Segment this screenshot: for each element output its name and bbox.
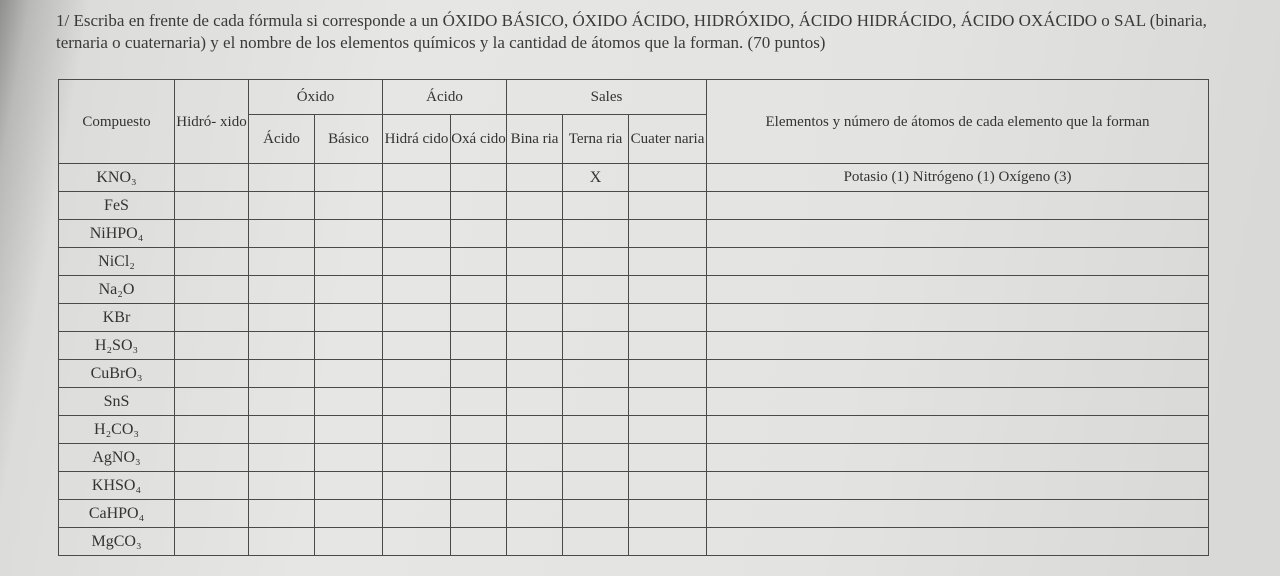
cell-hidracido[interactable] <box>383 388 451 416</box>
table-row <box>59 360 1209 388</box>
cell-binaria[interactable] <box>507 528 563 556</box>
header-oxido: Óxido <box>249 80 383 115</box>
cell-ternaria[interactable] <box>563 500 629 528</box>
cell-oxacido[interactable] <box>451 416 507 444</box>
cell-binaria[interactable] <box>507 220 563 248</box>
cell-binaria[interactable] <box>507 444 563 472</box>
cell-hidracido[interactable] <box>383 472 451 500</box>
compound-formula: MgCO₃ <box>59 528 175 556</box>
cell-hidroxido[interactable] <box>175 528 249 556</box>
cell-ternaria[interactable] <box>563 192 629 220</box>
cell-oxido-acido[interactable] <box>249 360 315 388</box>
cell-oxido-acido[interactable] <box>249 332 315 360</box>
cell-hidracido[interactable] <box>383 500 451 528</box>
header-elementos: Elementos y número de átomos de cada elemento que la forman <box>707 80 1209 164</box>
cell-hidracido[interactable] <box>383 304 451 332</box>
classification-table <box>58 79 1209 556</box>
cell-oxacido[interactable] <box>451 444 507 472</box>
cell-hidroxido[interactable] <box>175 472 249 500</box>
cell-binaria[interactable] <box>507 360 563 388</box>
table-row <box>59 332 1209 360</box>
table-row <box>59 192 1209 220</box>
cell-oxido-basico[interactable] <box>315 472 383 500</box>
header-ternaria: Terna ria <box>563 115 629 164</box>
cell-ternaria[interactable] <box>563 332 629 360</box>
cell-binaria[interactable] <box>507 304 563 332</box>
cell-ternaria[interactable]: X <box>563 164 629 192</box>
cell-oxido-acido[interactable] <box>249 276 315 304</box>
cell-cuaternaria[interactable] <box>629 192 707 220</box>
cell-cuaternaria[interactable] <box>629 304 707 332</box>
cell-hidracido[interactable] <box>383 332 451 360</box>
cell-oxido-acido[interactable] <box>249 192 315 220</box>
cell-oxido-basico[interactable] <box>315 416 383 444</box>
cell-cuaternaria[interactable] <box>629 416 707 444</box>
cell-elementos[interactable] <box>707 472 1209 500</box>
cell-hidroxido[interactable] <box>175 388 249 416</box>
table-row <box>59 388 1209 416</box>
cell-binaria[interactable] <box>507 276 563 304</box>
cell-binaria[interactable] <box>507 332 563 360</box>
compound-formula: NiCl₂ <box>59 248 175 276</box>
table-body <box>59 164 1209 556</box>
table-row <box>59 164 1209 192</box>
cell-hidracido[interactable] <box>383 528 451 556</box>
cell-oxido-acido[interactable] <box>249 500 315 528</box>
cell-oxacido[interactable] <box>451 332 507 360</box>
compound-formula: KHSO₄ <box>59 472 175 500</box>
cell-hidracido[interactable] <box>383 444 451 472</box>
cell-oxido-acido[interactable] <box>249 248 315 276</box>
cell-hidroxido[interactable] <box>175 192 249 220</box>
cell-oxido-basico[interactable] <box>315 276 383 304</box>
cell-cuaternaria[interactable] <box>629 444 707 472</box>
cell-cuaternaria[interactable] <box>629 332 707 360</box>
cell-oxido-basico[interactable] <box>315 304 383 332</box>
cell-oxido-basico[interactable] <box>315 360 383 388</box>
compound-formula: AgNO₃ <box>59 444 175 472</box>
cell-hidracido[interactable] <box>383 360 451 388</box>
cell-oxacido[interactable] <box>451 304 507 332</box>
cell-elementos[interactable] <box>707 304 1209 332</box>
table-row <box>59 248 1209 276</box>
cell-binaria[interactable] <box>507 472 563 500</box>
cell-oxacido[interactable] <box>451 248 507 276</box>
table-row <box>59 220 1209 248</box>
header-cuaternaria: Cuater naria <box>629 115 707 164</box>
cell-oxacido[interactable] <box>451 500 507 528</box>
cell-hidracido[interactable] <box>383 248 451 276</box>
header-acido: Ácido <box>383 80 507 115</box>
cell-oxido-basico[interactable] <box>315 220 383 248</box>
cell-elementos[interactable] <box>707 220 1209 248</box>
cell-hidracido[interactable] <box>383 276 451 304</box>
cell-binaria[interactable] <box>507 500 563 528</box>
header-oxido-acido: Ácido <box>249 115 315 164</box>
cell-hidroxido[interactable] <box>175 332 249 360</box>
compound-formula: KBr <box>59 304 175 332</box>
cell-hidroxido[interactable] <box>175 248 249 276</box>
cell-oxacido[interactable] <box>451 192 507 220</box>
cell-hidroxido[interactable] <box>175 304 249 332</box>
cell-cuaternaria[interactable] <box>629 276 707 304</box>
cell-hidroxido[interactable] <box>175 360 249 388</box>
cell-cuaternaria[interactable] <box>629 220 707 248</box>
cell-oxido-basico[interactable] <box>315 528 383 556</box>
cell-oxacido[interactable] <box>451 528 507 556</box>
header-row-groups <box>59 80 1209 115</box>
table-row <box>59 472 1209 500</box>
cell-elementos[interactable] <box>707 276 1209 304</box>
cell-hidracido[interactable] <box>383 164 451 192</box>
compound-formula: KNO₃ <box>59 164 175 192</box>
cell-hidroxido[interactable] <box>175 164 249 192</box>
cell-ternaria[interactable] <box>563 388 629 416</box>
compound-formula: H₂CO₃ <box>59 416 175 444</box>
cell-binaria[interactable] <box>507 164 563 192</box>
cell-hidroxido[interactable] <box>175 500 249 528</box>
cell-cuaternaria[interactable] <box>629 500 707 528</box>
cell-cuaternaria[interactable] <box>629 528 707 556</box>
cell-oxido-acido[interactable] <box>249 220 315 248</box>
table-row <box>59 528 1209 556</box>
compound-formula: H₂SO₃ <box>59 332 175 360</box>
table-row <box>59 444 1209 472</box>
table-row <box>59 304 1209 332</box>
cell-oxido-basico[interactable] <box>315 248 383 276</box>
cell-ternaria[interactable] <box>563 528 629 556</box>
cell-elementos[interactable] <box>707 192 1209 220</box>
header-binaria: Bina ria <box>507 115 563 164</box>
header-sales: Sales <box>507 80 707 115</box>
cell-hidracido[interactable] <box>383 220 451 248</box>
cell-elementos[interactable] <box>707 528 1209 556</box>
cell-oxido-acido[interactable] <box>249 388 315 416</box>
cell-oxido-basico[interactable] <box>315 164 383 192</box>
compound-formula: FeS <box>59 192 175 220</box>
compound-formula: SnS <box>59 388 175 416</box>
cell-cuaternaria[interactable] <box>629 472 707 500</box>
cell-oxido-acido[interactable] <box>249 164 315 192</box>
cell-ternaria[interactable] <box>563 416 629 444</box>
cell-cuaternaria[interactable] <box>629 164 707 192</box>
cell-cuaternaria[interactable] <box>629 388 707 416</box>
exercise-instructions: 1/ Escriba en frente de cada fórmula si corresponde a un ÓXIDO BÁSICO, ÓXIDO ÁCIDO, HIDRÓXIDO, ÁCIDO HIDRÁCIDO, ÁCIDO OXÁCIDO o SAL (binaria, ternaria o cuaternaria) y el nombre de los elementos químicos y la cantidad de átomos que la forman. (70 puntos) <box>56 11 1207 52</box>
header-hidracido: Hidrá cido <box>383 115 451 164</box>
cell-oxido-basico[interactable] <box>315 388 383 416</box>
compound-formula: Na₂O <box>59 276 175 304</box>
classification-table-wrapper <box>58 79 1208 556</box>
compound-formula: NiHPO₄ <box>59 220 175 248</box>
cell-hidroxido[interactable] <box>175 444 249 472</box>
table-row <box>59 276 1209 304</box>
cell-ternaria[interactable] <box>563 276 629 304</box>
table-row <box>59 500 1209 528</box>
cell-oxido-acido[interactable] <box>249 528 315 556</box>
cell-cuaternaria[interactable] <box>629 360 707 388</box>
cell-ternaria[interactable] <box>563 444 629 472</box>
cell-oxido-acido[interactable] <box>249 444 315 472</box>
cell-elementos[interactable]: Potasio (1) Nitrógeno (1) Oxígeno (3) <box>707 164 1209 192</box>
cell-oxido-acido[interactable] <box>249 472 315 500</box>
cell-ternaria[interactable] <box>563 360 629 388</box>
cell-ternaria[interactable] <box>563 220 629 248</box>
cell-oxido-basico[interactable] <box>315 192 383 220</box>
cell-binaria[interactable] <box>507 416 563 444</box>
cell-binaria[interactable] <box>507 248 563 276</box>
cell-hidroxido[interactable] <box>175 276 249 304</box>
cell-elementos[interactable] <box>707 500 1209 528</box>
cell-hidracido[interactable] <box>383 192 451 220</box>
cell-oxacido[interactable] <box>451 388 507 416</box>
cell-oxacido[interactable] <box>451 360 507 388</box>
cell-binaria[interactable] <box>507 388 563 416</box>
header-oxido-basico: Básico <box>315 115 383 164</box>
cell-cuaternaria[interactable] <box>629 248 707 276</box>
cell-binaria[interactable] <box>507 192 563 220</box>
compound-formula: CuBrO₃ <box>59 360 175 388</box>
cell-elementos[interactable] <box>707 332 1209 360</box>
compound-formula: CaHPO₄ <box>59 500 175 528</box>
cell-elementos[interactable] <box>707 416 1209 444</box>
cell-hidroxido[interactable] <box>175 220 249 248</box>
cell-oxacido[interactable] <box>451 164 507 192</box>
cell-ternaria[interactable] <box>563 472 629 500</box>
header-compuesto: Compuesto <box>59 80 175 164</box>
cell-oxido-basico[interactable] <box>315 444 383 472</box>
cell-elementos[interactable] <box>707 360 1209 388</box>
header-hidroxido: Hidró- xido <box>175 80 249 164</box>
cell-elementos[interactable] <box>707 444 1209 472</box>
cell-oxido-acido[interactable] <box>249 416 315 444</box>
cell-elementos[interactable] <box>707 248 1209 276</box>
cell-hidroxido[interactable] <box>175 416 249 444</box>
cell-oxacido[interactable] <box>451 220 507 248</box>
cell-oxacido[interactable] <box>451 276 507 304</box>
table-row <box>59 416 1209 444</box>
header-oxacido: Oxá cido <box>451 115 507 164</box>
cell-elementos[interactable] <box>707 388 1209 416</box>
cell-oxacido[interactable] <box>451 472 507 500</box>
cell-oxido-acido[interactable] <box>249 304 315 332</box>
cell-oxido-basico[interactable] <box>315 332 383 360</box>
cell-ternaria[interactable] <box>563 248 629 276</box>
cell-hidracido[interactable] <box>383 416 451 444</box>
cell-oxido-basico[interactable] <box>315 500 383 528</box>
cell-ternaria[interactable] <box>563 304 629 332</box>
